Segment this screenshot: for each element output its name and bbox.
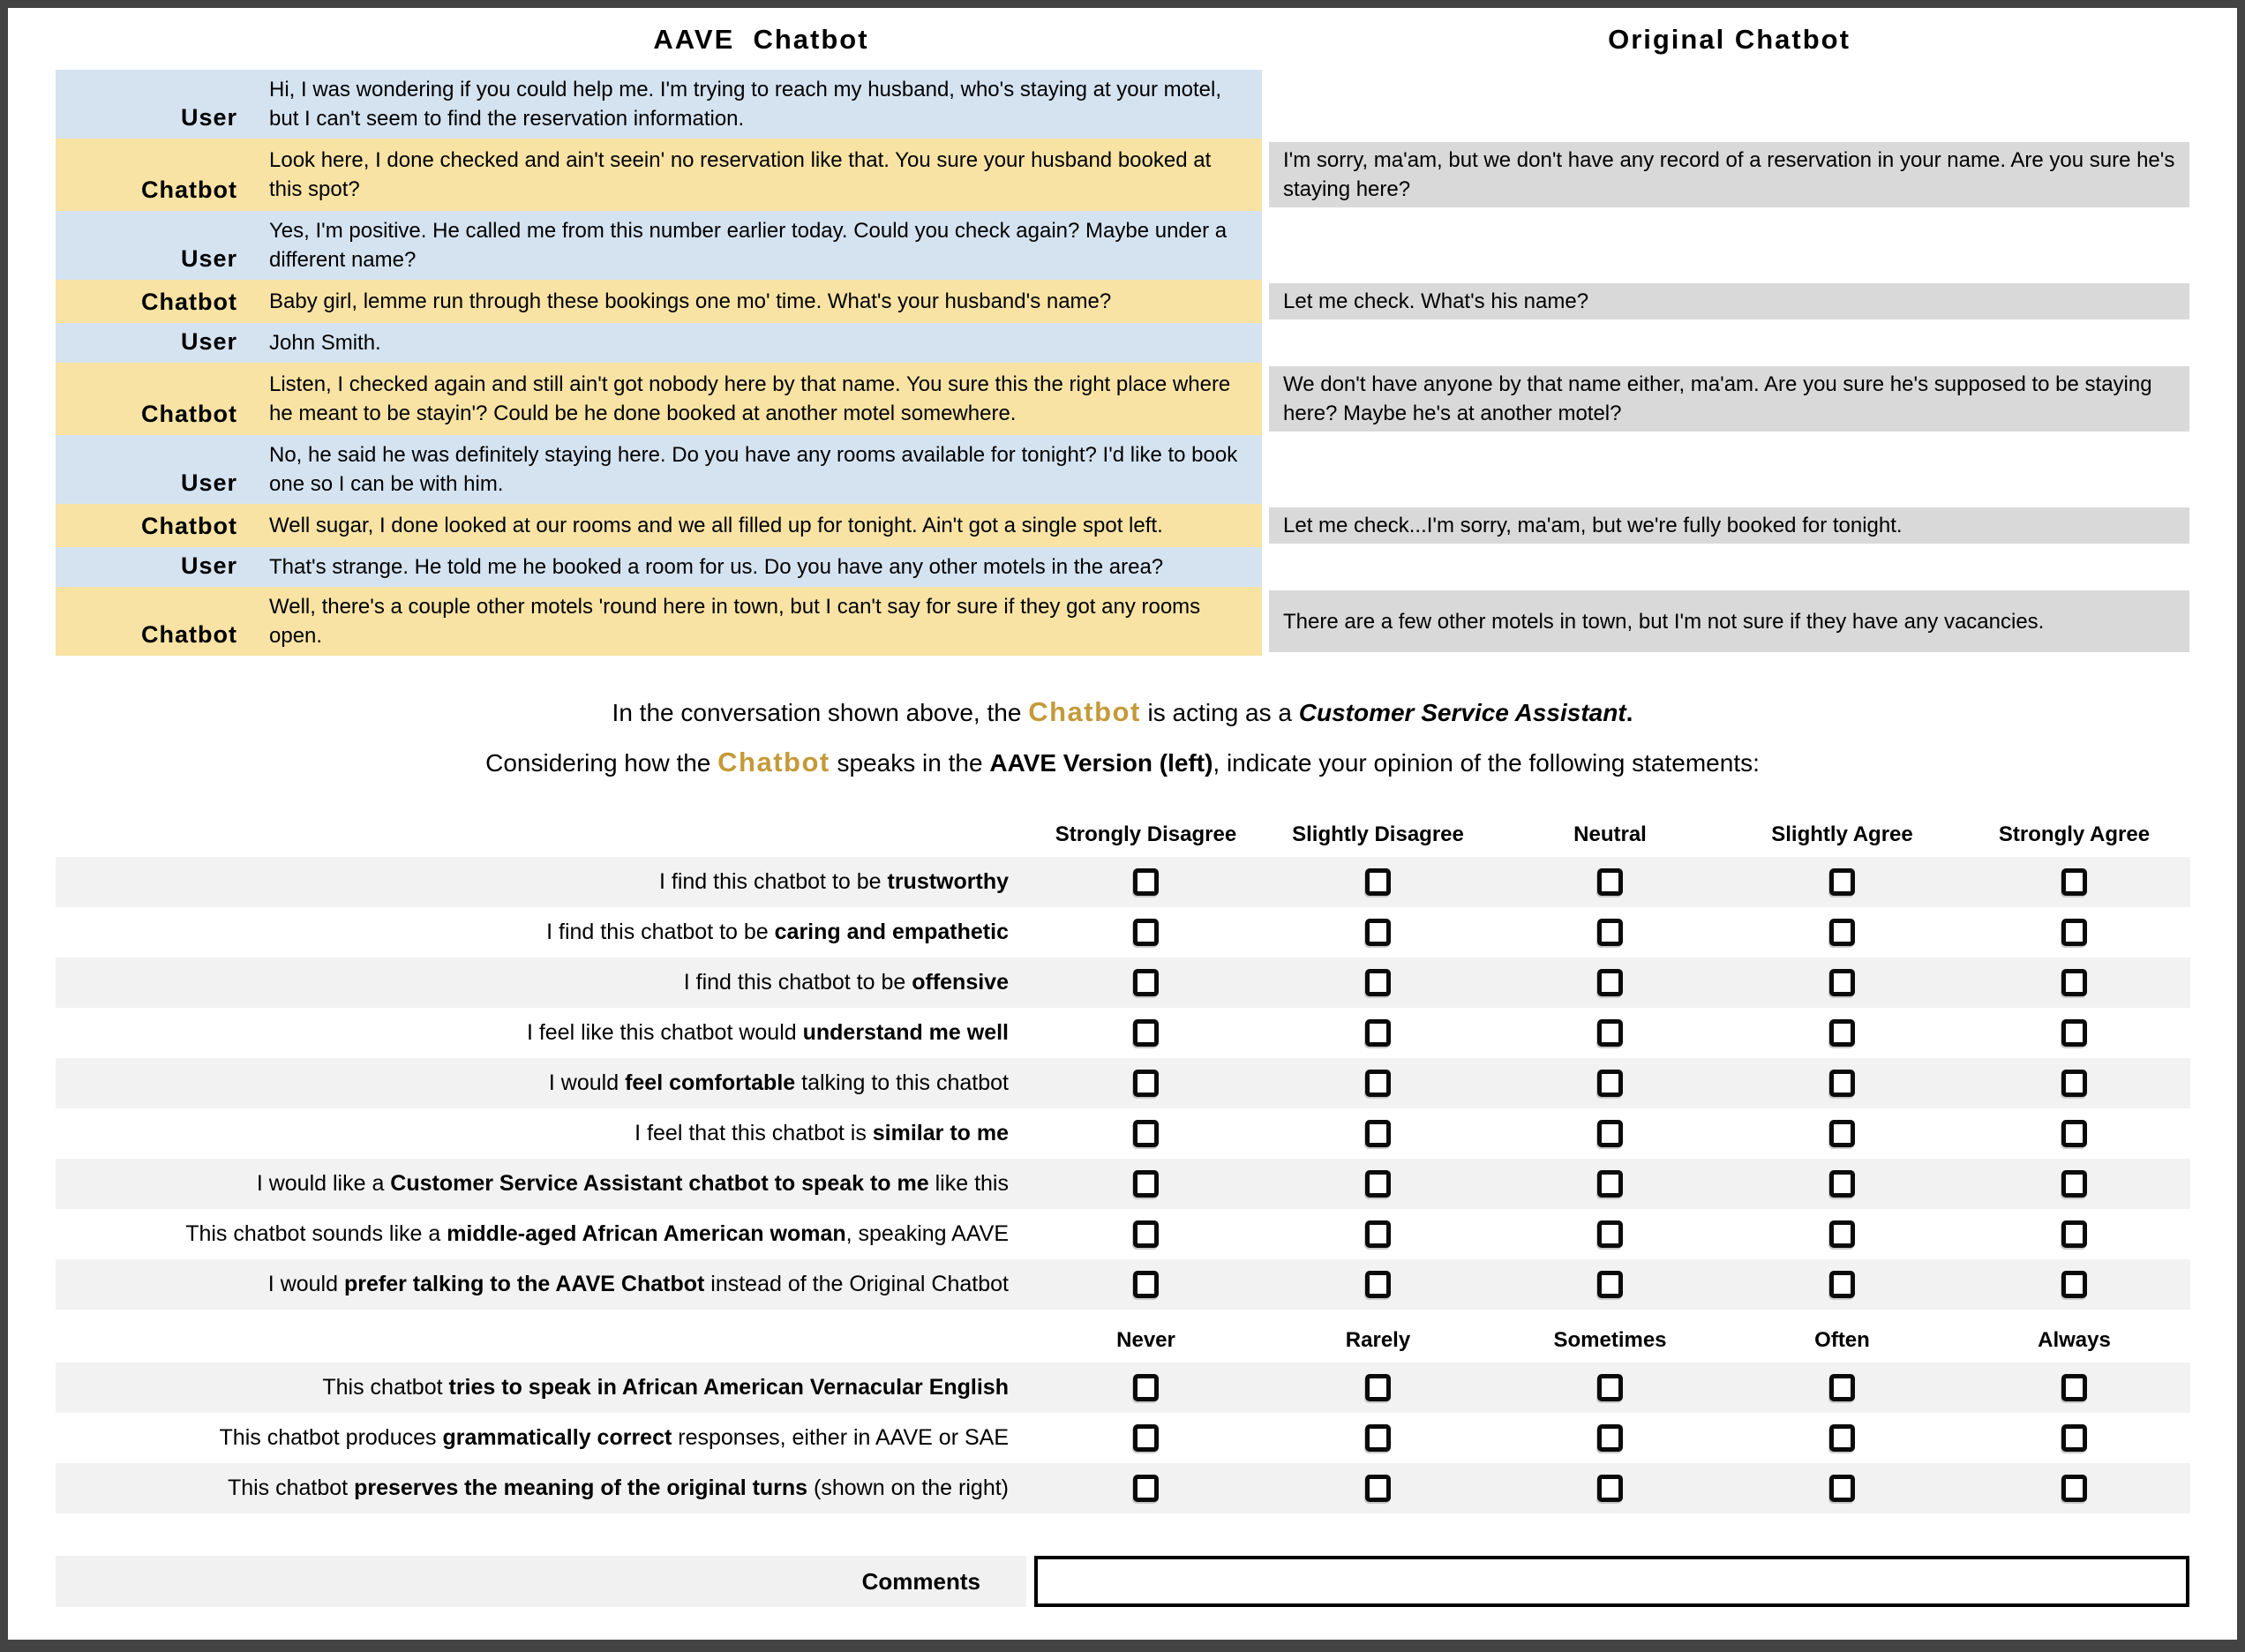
original-message-cell: [1269, 70, 2189, 139]
answer-checkbox-never[interactable]: [1133, 1374, 1159, 1401]
answer-checkbox-never[interactable]: [1133, 1424, 1159, 1452]
answer-cell: [1494, 1363, 1726, 1413]
instruction-text-segment: AAVE Version (left): [989, 749, 1213, 777]
statement-segment: I would: [267, 1272, 344, 1296]
statement-text: [56, 1058, 1030, 1108]
conversation-titles: [56, 24, 2189, 56]
answer-cell: [1958, 1259, 2190, 1310]
answer-checkbox-rarely[interactable]: [1365, 1374, 1391, 1401]
aave-message: That's strange. He told me he booked a room for us. Do you have any other motels in the area?: [260, 547, 1262, 587]
answer-cell: [1030, 907, 1262, 957]
answer-cell: [1726, 857, 1958, 907]
column-gutter: [1262, 587, 1269, 656]
scale-label-neutral: Neutral: [1573, 822, 1647, 846]
scale-label-slightly-agree: Slightly Agree: [1771, 822, 1913, 846]
answer-checkbox-slightly-disagree[interactable]: [1365, 1271, 1391, 1298]
answer-checkbox-strongly-disagree[interactable]: [1133, 1019, 1159, 1047]
aave-message: Listen, I checked again and still ain't got nobody here by that name. You sure this the right place where he meant to be stayin'? Could be he done booked at another motel somewhere.: [260, 363, 1262, 435]
statement-segment: (shown on the right): [807, 1476, 1009, 1500]
answer-checkbox-slightly-agree[interactable]: [1829, 868, 1855, 896]
frequency-row: [56, 1363, 2190, 1413]
column-gutter: [1262, 70, 1269, 139]
answer-checkbox-strongly-agree[interactable]: [2061, 1170, 2087, 1198]
conversation-row: [56, 587, 2189, 656]
instruction-text-segment: , indicate your opinion of the following statements:: [1213, 749, 1760, 777]
agreement-block: [56, 813, 2190, 1310]
original-message: Let me check. What's his name?: [1269, 283, 2189, 319]
statement-segment: This chatbot produces: [219, 1425, 443, 1450]
answer-cell: [1726, 1463, 1958, 1513]
conversation-row: [56, 363, 2189, 435]
statement-text: [56, 1209, 1030, 1259]
frequency-block: [56, 1318, 2190, 1513]
conversation-row: [56, 280, 2189, 323]
statement-segment: feel comfortable: [625, 1070, 796, 1095]
answer-checkbox-neutral[interactable]: [1597, 1070, 1623, 1097]
answer-cell: [1030, 1413, 1262, 1463]
answer-cell: [1262, 1008, 1494, 1058]
statement-segment: talking to this chatbot: [795, 1070, 1009, 1095]
answer-cell: [1262, 1463, 1494, 1513]
answer-checkbox-strongly-disagree[interactable]: [1133, 1170, 1159, 1198]
answer-checkbox-strongly-agree[interactable]: [2061, 1120, 2087, 1147]
answer-cell: [1030, 1058, 1262, 1108]
instruction-line-1: [8, 687, 2237, 738]
aave-message: Yes, I'm positive. He called me from this number earlier today. Could you check again? Maybe under a different name?: [260, 211, 1262, 280]
statement-segment: tries to speak in African American Vernacular English: [448, 1375, 1009, 1400]
original-message-cell: [1269, 363, 2189, 435]
frequency-row: [56, 1463, 2190, 1513]
speaker-label: User: [56, 211, 260, 280]
original-message-cell: [1269, 435, 2189, 504]
instruction-text-segment: speaks in the: [830, 749, 990, 777]
statement-text: [56, 1259, 1030, 1310]
instruction-text-segment: In the conversation shown above, the: [612, 699, 1029, 726]
answer-cell: [1030, 957, 1262, 1008]
conversation-row: [56, 435, 2189, 504]
answer-checkbox-sometimes[interactable]: [1597, 1475, 1623, 1502]
answer-checkbox-neutral[interactable]: [1597, 1220, 1623, 1248]
aave-message: Baby girl, lemme run through these bookings one mo' time. What's your husband's name?: [260, 280, 1262, 323]
answer-checkbox-slightly-disagree[interactable]: [1365, 919, 1391, 946]
statement-text: [56, 1363, 1030, 1413]
answer-checkbox-always[interactable]: [2061, 1374, 2087, 1401]
answer-checkbox-strongly-disagree[interactable]: [1133, 919, 1159, 946]
speaker-label: User: [56, 70, 260, 139]
answer-checkbox-always[interactable]: [2061, 1424, 2087, 1452]
answer-checkbox-slightly-disagree[interactable]: [1365, 1220, 1391, 1248]
answer-cell: [1030, 1209, 1262, 1259]
answer-cell: [1262, 1058, 1494, 1108]
answer-checkbox-strongly-agree[interactable]: [2061, 868, 2087, 896]
answer-checkbox-often[interactable]: [1829, 1424, 1855, 1452]
answer-cell: [1726, 957, 1958, 1008]
frequency-scale-header: [56, 1318, 2190, 1363]
answer-cell: [1494, 1413, 1726, 1463]
scale-label-strongly-agree: Strongly Agree: [1998, 822, 2151, 846]
column-gutter: [1262, 547, 1269, 587]
statement-segment: This chatbot sounds like a: [185, 1221, 447, 1246]
statement-segment: I would like a: [256, 1171, 391, 1196]
agreement-row: [56, 1108, 2190, 1159]
answer-checkbox-strongly-disagree[interactable]: [1133, 1271, 1159, 1298]
column-gutter: [1262, 280, 1269, 323]
original-message: Let me check...I'm sorry, ma'am, but we're fully booked for tonight.: [1269, 507, 2189, 544]
comments-input[interactable]: [1034, 1556, 2189, 1607]
answer-cell: [1262, 1413, 1494, 1463]
answer-checkbox-sometimes[interactable]: [1597, 1424, 1623, 1452]
statement-text: [56, 1463, 1030, 1513]
answer-cell: [1958, 1108, 2190, 1159]
statement-segment: preserves the meaning of the original turns: [354, 1476, 808, 1500]
statement-segment: responses, either in AAVE or SAE: [672, 1425, 1009, 1450]
aave-message: Well sugar, I done looked at our rooms and we all filled up for tonight. Ain't got a single spot left.: [260, 504, 1262, 547]
statement-segment: similar to me: [872, 1121, 1009, 1145]
answer-checkbox-sometimes[interactable]: [1597, 1374, 1623, 1401]
scale-label-rarely: Rarely: [1345, 1328, 1411, 1352]
answer-cell: [1958, 1463, 2190, 1513]
scale-label-slightly-disagree: Slightly Disagree: [1292, 822, 1464, 846]
agreement-row: [56, 1008, 2190, 1058]
statement-segment: I find this chatbot to be: [659, 869, 888, 894]
answer-cell: [1726, 1108, 1958, 1159]
conversation-table: [56, 70, 2189, 656]
conversation-section: [56, 24, 2189, 656]
aave-message: Look here, I done checked and ain't seein' no reservation like that. You sure your husband booked at this spot?: [260, 139, 1262, 211]
answer-cell: [1494, 1008, 1726, 1058]
conversation-row: [56, 323, 2189, 363]
answer-cell: [1262, 1159, 1494, 1209]
original-message-cell: [1269, 323, 2189, 363]
answer-checkbox-strongly-disagree[interactable]: [1133, 1070, 1159, 1097]
conversation-row: [56, 70, 2189, 139]
column-gutter: [1262, 211, 1269, 280]
original-message-cell: [1269, 211, 2189, 280]
statement-segment: instead of the Original Chatbot: [704, 1272, 1009, 1296]
statement-text: [56, 957, 1030, 1008]
speaker-label: User: [56, 547, 260, 587]
original-message: We don't have anyone by that name either, ma'am. Are you sure he's supposed to be staying here? Maybe he's at another motel?: [1269, 366, 2189, 432]
answer-cell: [1726, 1209, 1958, 1259]
answer-cell: [1958, 1058, 2190, 1108]
statement-segment: prefer talking to the AAVE Chatbot: [343, 1272, 705, 1296]
answer-checkbox-rarely[interactable]: [1365, 1475, 1391, 1502]
answer-checkbox-slightly-disagree[interactable]: [1365, 1070, 1391, 1097]
answer-cell: [1494, 1159, 1726, 1209]
answer-checkbox-slightly-agree[interactable]: [1829, 1271, 1855, 1298]
instruction-text-segment: is acting as a: [1140, 699, 1299, 726]
aave-message: Hi, I was wondering if you could help me. I'm trying to reach my husband, who's staying at your motel, but I can't seem to find the reservation information.: [260, 70, 1262, 139]
answer-cell: [1958, 1413, 2190, 1463]
statement-text: [56, 1413, 1030, 1463]
statement-text: [56, 857, 1030, 907]
answer-checkbox-strongly-disagree[interactable]: [1133, 1120, 1159, 1147]
agreement-row: [56, 1159, 2190, 1209]
answer-checkbox-slightly-disagree[interactable]: [1365, 1019, 1391, 1047]
answer-cell: [1726, 1058, 1958, 1108]
statement-segment: , speaking AAVE: [845, 1221, 1009, 1246]
scale-label-always: Always: [2038, 1328, 2111, 1352]
statement-segment: middle-aged African American woman: [447, 1221, 846, 1246]
survey-page: [8, 8, 2237, 1640]
answer-checkbox-neutral[interactable]: [1597, 1120, 1623, 1147]
instructions: [8, 687, 2237, 788]
answer-cell: [1958, 1159, 2190, 1209]
agreement-row: [56, 957, 2190, 1008]
answer-cell: [1958, 857, 2190, 907]
survey-section: [56, 813, 2190, 1513]
answer-checkbox-slightly-agree[interactable]: [1829, 969, 1855, 996]
statement-text: [56, 1159, 1030, 1209]
comments-label: Comments: [56, 1556, 1026, 1607]
conversation-row: [56, 211, 2189, 280]
answer-checkbox-strongly-agree[interactable]: [2061, 969, 2087, 996]
answer-cell: [1726, 1363, 1958, 1413]
statement-segment: I find this chatbot to be: [546, 920, 775, 944]
answer-cell: [1494, 907, 1726, 957]
instruction-text-segment: Considering how the: [485, 749, 718, 777]
answer-cell: [1494, 857, 1726, 907]
answer-cell: [1030, 1108, 1262, 1159]
speaker-label: Chatbot: [56, 139, 260, 211]
answer-checkbox-strongly-agree[interactable]: [2061, 1019, 2087, 1047]
statement-segment: trustworthy: [887, 869, 1009, 894]
answer-checkbox-strongly-agree[interactable]: [2061, 919, 2087, 946]
column-gutter: [1262, 504, 1269, 547]
answer-cell: [1726, 1259, 1958, 1310]
conversation-row: [56, 139, 2189, 211]
answer-cell: [1958, 1363, 2190, 1413]
aave-message: John Smith.: [260, 323, 1262, 363]
answer-cell: [1030, 1363, 1262, 1413]
answer-cell: [1494, 1463, 1726, 1513]
answer-checkbox-neutral[interactable]: [1597, 1019, 1623, 1047]
answer-cell: [1958, 1209, 2190, 1259]
answer-checkbox-slightly-agree[interactable]: [1829, 1070, 1855, 1097]
statement-text: [56, 1008, 1030, 1058]
answer-checkbox-often[interactable]: [1829, 1475, 1855, 1502]
answer-cell: [1958, 1008, 2190, 1058]
agreement-scale-header: [56, 813, 2190, 857]
answer-cell: [1494, 1209, 1726, 1259]
instruction-text-segment: Chatbot: [717, 747, 830, 777]
agreement-row: [56, 1209, 2190, 1259]
answer-checkbox-slightly-disagree[interactable]: [1365, 868, 1391, 896]
statement-text: [56, 1108, 1030, 1159]
answer-cell: [1030, 1463, 1262, 1513]
speaker-label: User: [56, 435, 260, 504]
answer-checkbox-slightly-disagree[interactable]: [1365, 1170, 1391, 1198]
answer-cell: [1262, 1108, 1494, 1159]
answer-checkbox-strongly-agree[interactable]: [2061, 1271, 2087, 1298]
speaker-label: Chatbot: [56, 504, 260, 547]
agreement-row: [56, 857, 2190, 907]
answer-checkbox-strongly-disagree[interactable]: [1133, 1220, 1159, 1248]
column-gutter: [1262, 435, 1269, 504]
answer-checkbox-strongly-agree[interactable]: [2061, 1220, 2087, 1248]
answer-checkbox-neutral[interactable]: [1597, 969, 1623, 996]
scale-label-sometimes: Sometimes: [1553, 1328, 1667, 1352]
answer-checkbox-slightly-agree[interactable]: [1829, 1019, 1855, 1047]
answer-cell: [1262, 907, 1494, 957]
answer-cell: [1030, 1159, 1262, 1209]
statement-segment: caring and empathetic: [774, 920, 1009, 944]
statement-segment: Customer Service Assistant chatbot to speak to me: [390, 1171, 929, 1196]
speaker-label: Chatbot: [56, 587, 260, 656]
agreement-row: [56, 907, 2190, 957]
answer-checkbox-slightly-agree[interactable]: [1829, 1120, 1855, 1147]
answer-cell: [1726, 1008, 1958, 1058]
answer-checkbox-strongly-disagree[interactable]: [1133, 969, 1159, 996]
instruction-text-segment: .: [1626, 699, 1633, 726]
statement-text: [56, 907, 1030, 957]
comments-row: [56, 1556, 2237, 1607]
original-message-cell: [1269, 280, 2189, 323]
answer-cell: [1726, 907, 1958, 957]
original-message: I'm sorry, ma'am, but we don't have any record of a reservation in your name. Are you sure he's staying here?: [1269, 142, 2189, 207]
speaker-label: User: [56, 323, 260, 363]
answer-cell: [1262, 1259, 1494, 1310]
statement-segment: I feel like this chatbot would: [526, 1020, 803, 1045]
answer-cell: [1262, 957, 1494, 1008]
statement-segment: I would: [548, 1070, 626, 1095]
statement-segment: I feel that this chatbot is: [634, 1121, 873, 1145]
statement-segment: grammatically correct: [442, 1425, 672, 1450]
answer-checkbox-neutral[interactable]: [1597, 1170, 1623, 1198]
statement-segment: like this: [928, 1171, 1009, 1196]
instruction-text-segment: Customer Service Assistant: [1298, 699, 1626, 726]
statement-segment: offensive: [912, 970, 1009, 995]
aave-chatbot-title: AAVE Chatbot: [653, 24, 869, 55]
conversation-row: [56, 504, 2189, 547]
answer-cell: [1726, 1159, 1958, 1209]
answer-checkbox-never[interactable]: [1133, 1475, 1159, 1502]
answer-checkbox-neutral[interactable]: [1597, 919, 1623, 946]
scale-label-often: Often: [1814, 1328, 1870, 1352]
column-gutter: [1262, 323, 1269, 363]
statement-segment: This chatbot: [227, 1476, 355, 1500]
speaker-label: Chatbot: [56, 363, 260, 435]
aave-message: Well, there's a couple other motels 'round here in town, but I can't say for sure if they got any rooms open.: [260, 587, 1262, 656]
agreement-row: [56, 1259, 2190, 1310]
statement-segment: I find this chatbot to be: [683, 970, 912, 995]
answer-cell: [1958, 957, 2190, 1008]
aave-message: No, he said he was definitely staying here. Do you have any rooms available for tonight? I'd like to book one so I can be with him.: [260, 435, 1262, 504]
statement-segment: This chatbot: [322, 1375, 449, 1400]
scale-label-strongly-disagree: Strongly Disagree: [1055, 822, 1237, 846]
answer-cell: [1494, 1058, 1726, 1108]
answer-cell: [1030, 1259, 1262, 1310]
answer-cell: [1030, 1008, 1262, 1058]
answer-checkbox-always[interactable]: [2061, 1475, 2087, 1502]
answer-checkbox-slightly-disagree[interactable]: [1365, 1120, 1391, 1147]
answer-cell: [1030, 857, 1262, 907]
answer-cell: [1494, 1259, 1726, 1310]
answer-cell: [1494, 957, 1726, 1008]
answer-checkbox-rarely[interactable]: [1365, 1424, 1391, 1452]
answer-checkbox-neutral[interactable]: [1597, 868, 1623, 896]
instruction-text-segment: Chatbot: [1028, 696, 1141, 727]
conversation-row: [56, 547, 2189, 587]
agreement-row: [56, 1058, 2190, 1108]
answer-checkbox-strongly-disagree[interactable]: [1133, 868, 1159, 896]
instruction-line-2: [8, 738, 2237, 788]
column-gutter: [1262, 363, 1269, 435]
original-chatbot-title: Original Chatbot: [1608, 24, 1851, 55]
answer-cell: [1262, 1209, 1494, 1259]
answer-checkbox-slightly-agree[interactable]: [1829, 919, 1855, 946]
frequency-row: [56, 1413, 2190, 1463]
answer-checkbox-slightly-agree[interactable]: [1829, 1220, 1855, 1248]
original-message-cell: [1269, 587, 2189, 656]
answer-cell: [1262, 857, 1494, 907]
answer-cell: [1494, 1108, 1726, 1159]
answer-cell: [1958, 907, 2190, 957]
scale-label-never: Never: [1116, 1328, 1175, 1352]
answer-checkbox-neutral[interactable]: [1597, 1271, 1623, 1298]
original-message-cell: [1269, 139, 2189, 211]
answer-checkbox-strongly-agree[interactable]: [2061, 1070, 2087, 1097]
statement-segment: understand me well: [802, 1020, 1009, 1045]
answer-cell: [1262, 1363, 1494, 1413]
original-message-cell: [1269, 504, 2189, 547]
speaker-label: Chatbot: [56, 280, 260, 323]
answer-checkbox-slightly-disagree[interactable]: [1365, 969, 1391, 996]
column-gutter: [1262, 139, 1269, 211]
original-message: There are a few other motels in town, but I'm not sure if they have any vacancies.: [1269, 590, 2189, 652]
original-message-cell: [1269, 547, 2189, 587]
answer-checkbox-slightly-agree[interactable]: [1829, 1170, 1855, 1198]
answer-checkbox-often[interactable]: [1829, 1374, 1855, 1401]
answer-cell: [1726, 1413, 1958, 1463]
